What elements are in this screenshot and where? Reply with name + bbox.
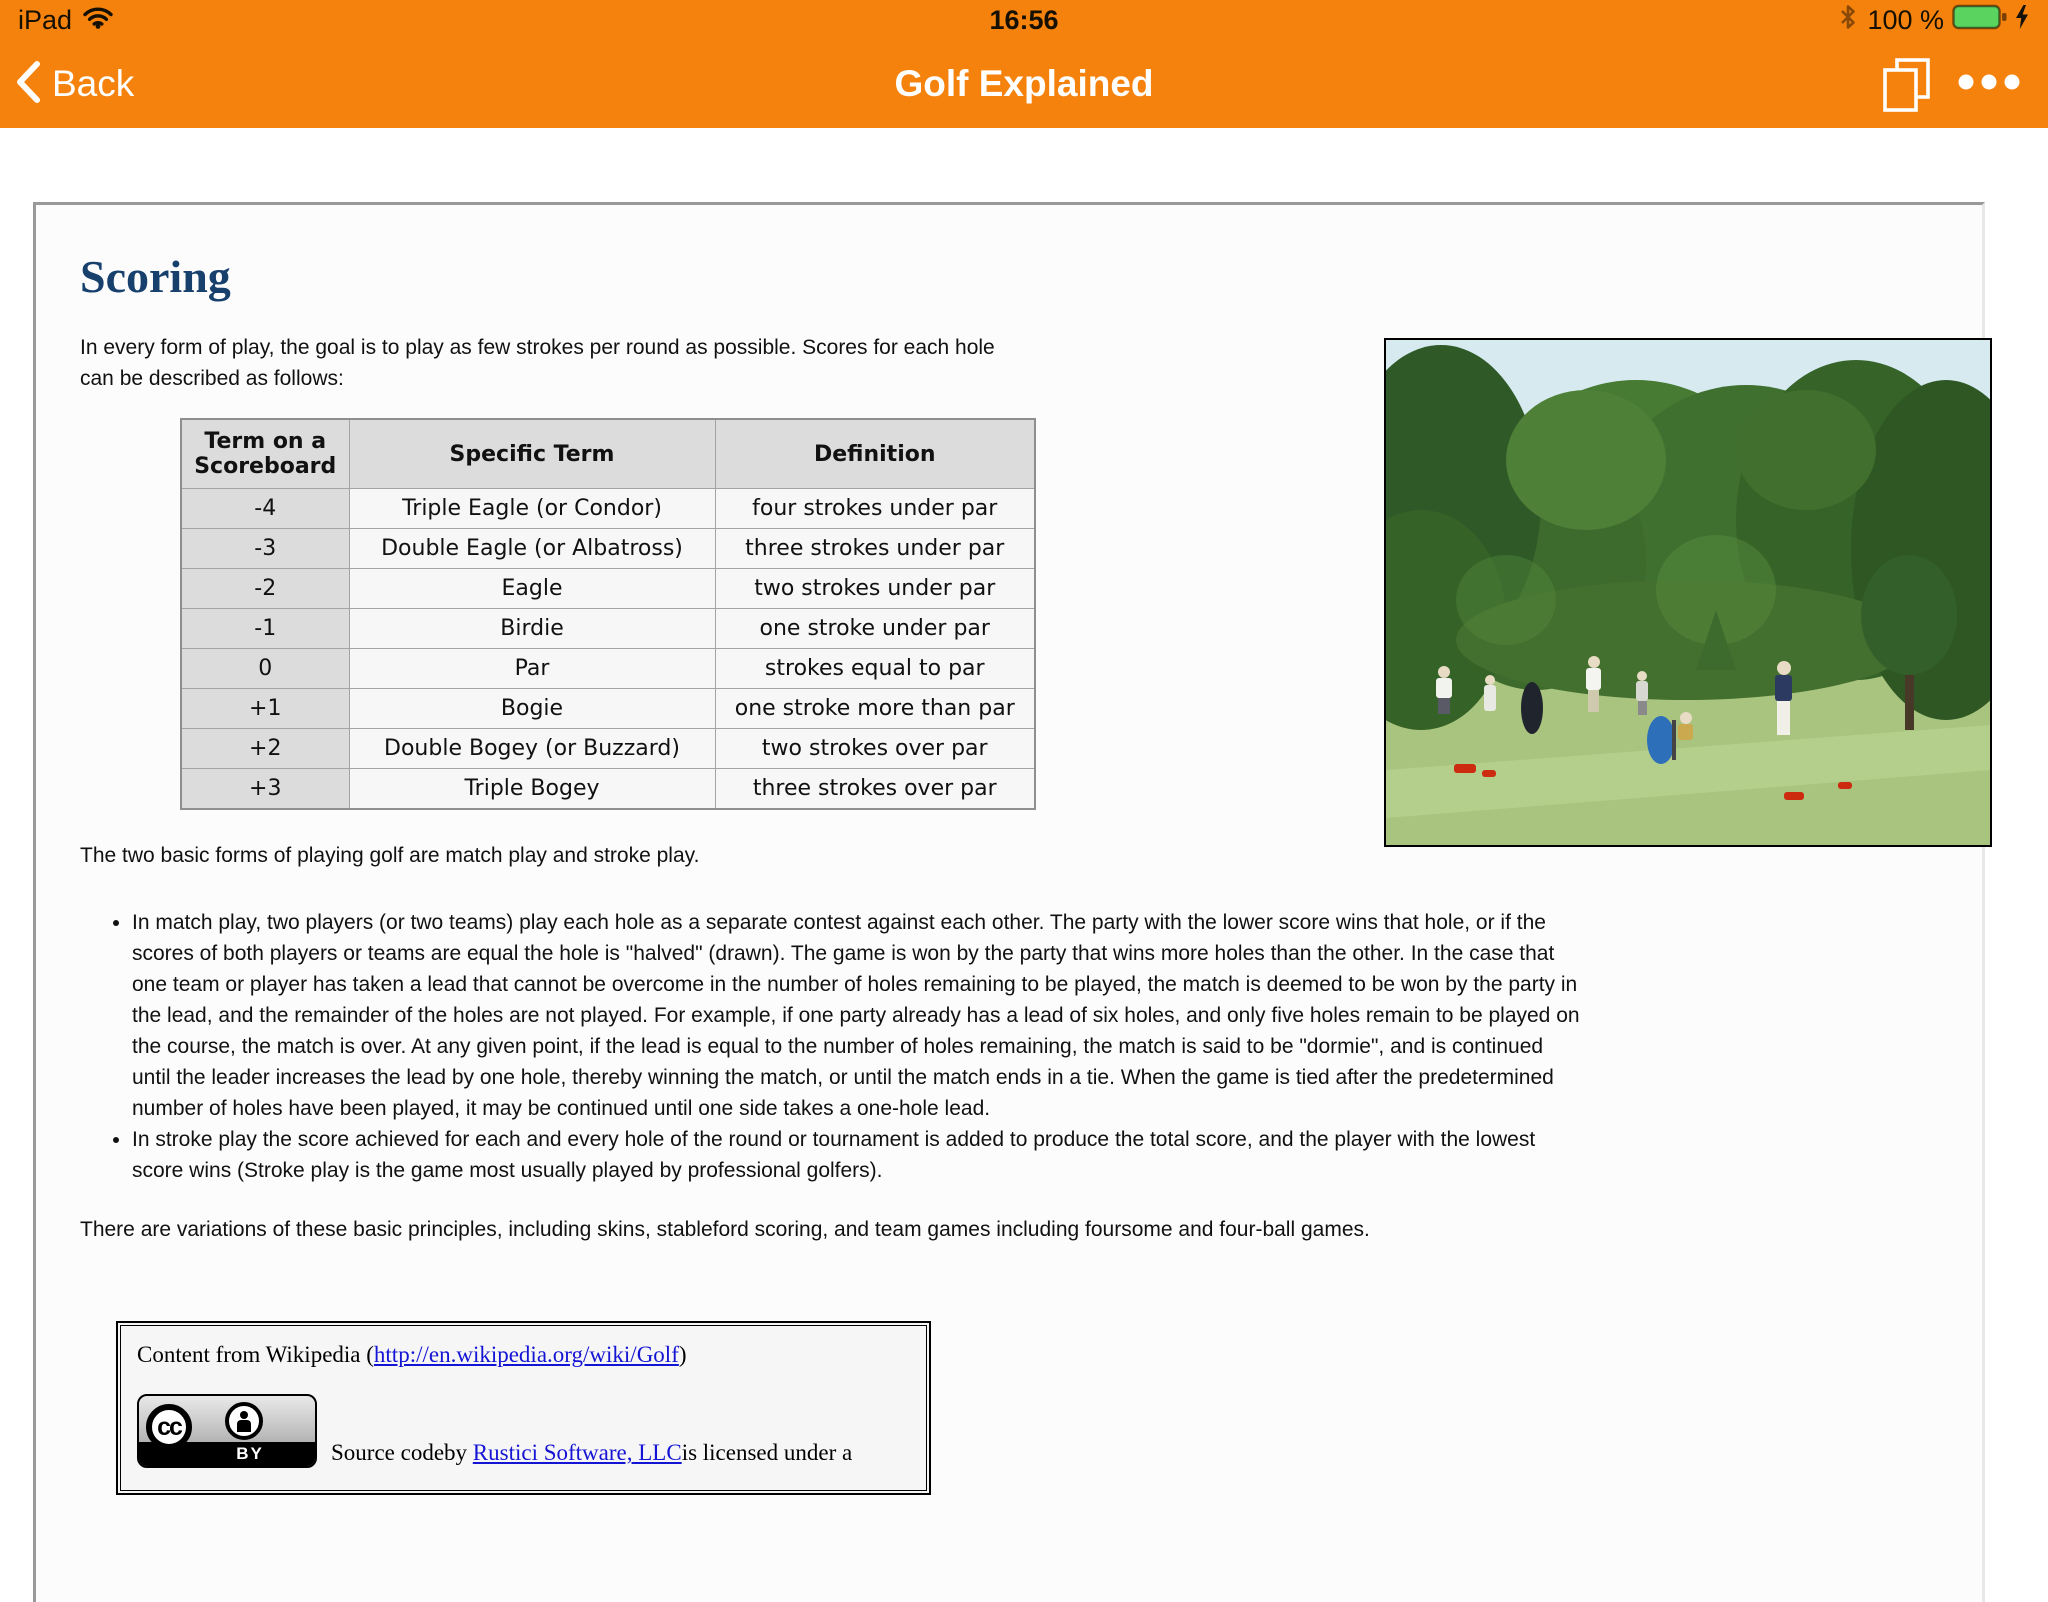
table-cell: strokes equal to par [715, 649, 1035, 689]
rustici-link[interactable]: Rustici Software, LLC [472, 1440, 682, 1466]
cc-by-label: BY [139, 1442, 315, 1466]
golf-course-photo [1384, 338, 1992, 847]
table-row [181, 729, 1035, 769]
status-time: 16:56 [989, 4, 1059, 35]
wikipedia-attribution-line [137, 1340, 910, 1370]
table-cell: three strokes under par [715, 529, 1035, 569]
license-line [331, 1438, 852, 1468]
table-cell: Triple Bogey [349, 769, 715, 810]
table-cell: Birdie [349, 609, 715, 649]
table-cell: -3 [181, 529, 349, 569]
attribution-person-icon [225, 1402, 263, 1440]
page-title: Golf Explained [894, 63, 1154, 104]
stroke-play-bullet: • In stroke play the score achieved for each and every hole of the round or tournament is added to produce the total score, and the player with the lowest score wins (Stroke play is the game most usually played by professional golfers). [132, 1124, 1582, 1186]
back-label: Back [52, 63, 135, 104]
forms-paragraph: The two basic forms of playing golf are match play and stroke play. [80, 844, 700, 868]
table-cell: three strokes over par [715, 769, 1035, 810]
table-cell: -1 [181, 609, 349, 649]
table-cell: Double Bogey (or Buzzard) [349, 729, 715, 769]
table-cell: 0 [181, 649, 349, 689]
table-row [181, 609, 1035, 649]
battery-percent-label: 100 % [1867, 4, 1944, 35]
table-row [181, 489, 1035, 529]
license-post: is licensed under a [681, 1440, 853, 1466]
cc-by-license-badge[interactable] [137, 1394, 317, 1468]
col-header-specific-term: Specific Term [349, 419, 715, 489]
section-heading: Scoring [80, 251, 231, 302]
pages-button[interactable] [1876, 54, 1936, 119]
variations-paragraph: There are variations of these basic principles, including skins, stableford scoring, and team games including foursome and four-ball games. [80, 1218, 1370, 1242]
table-cell: one stroke more than par [715, 689, 1035, 729]
table-cell: -4 [181, 489, 349, 529]
table-cell: two strokes under par [715, 569, 1035, 609]
table-cell: Double Eagle (or Albatross) [349, 529, 715, 569]
match-play-bullet: • In match play, two players (or two teams) play each hole as a separate contest against each other. The party with the lower score wins that hole, or if the scores of both players or teams are equal the hole is "halved" (drawn). The game is won by the party that wins more holes than the other. In the case that one team or player has taken a lead that cannot be overcome in the number of holes remaining to be played, the match is deemed to be won by the party in the lead, and the remainder of the holes are not played. For example, if one party already has a lead of six holes, and only five holes remain to be played on the course, the match is over. At any given point, if the lead is equal to the number of holes remaining, the match is said to be "dormie", and is continued until the leader increases the lead by one hole, thereby winning the match, or until the match ends in a tie. When the game is tied after the predetermined number of holes have been played, it may be continued until one side takes a one-hole lead. [132, 907, 1582, 1124]
table-cell: +2 [181, 729, 349, 769]
content-frame [33, 202, 1985, 1602]
table-cell: two strokes over par [715, 729, 1035, 769]
intro-paragraph: In every form of play, the goal is to play as few strokes per round as possible. Scores for each hole can be described as follows: [80, 336, 995, 391]
table-cell: Bogie [349, 689, 715, 729]
table-header-row [181, 419, 1035, 489]
more-menu-button[interactable] [1956, 72, 2022, 97]
attribution-box [116, 1321, 931, 1495]
table-cell: Triple Eagle (or Condor) [349, 489, 715, 529]
table-cell: one stroke under par [715, 609, 1035, 649]
status-bar [0, 0, 2048, 40]
table-cell: +1 [181, 689, 349, 729]
license-pre: Source codeby [331, 1440, 473, 1466]
table-cell: Par [349, 649, 715, 689]
wikipedia-link[interactable]: http://en.wikipedia.org/wiki/Golf [373, 1342, 679, 1368]
cc-icon: cc [146, 1404, 192, 1450]
col-header-definition: Definition [715, 419, 1035, 489]
chevron-left-icon [14, 60, 42, 109]
table-cell: -2 [181, 569, 349, 609]
play-forms-list [80, 907, 1582, 1186]
table-cell: Eagle [349, 569, 715, 609]
table-cell: four strokes under par [715, 489, 1035, 529]
table-row [181, 649, 1035, 689]
attribution-suffix: ) [678, 1342, 687, 1368]
nav-bar [0, 40, 2048, 128]
back-button[interactable] [14, 60, 134, 109]
table-row [181, 689, 1035, 729]
scoring-table [180, 418, 1036, 810]
attribution-prefix: Content from Wikipedia ( [137, 1342, 374, 1368]
table-row [181, 569, 1035, 609]
col-header-term-scoreboard: Term on a Scoreboard [181, 419, 349, 489]
device-label: iPad [18, 4, 73, 35]
table-row [181, 529, 1035, 569]
table-cell: +3 [181, 769, 349, 810]
table-row [181, 769, 1035, 810]
